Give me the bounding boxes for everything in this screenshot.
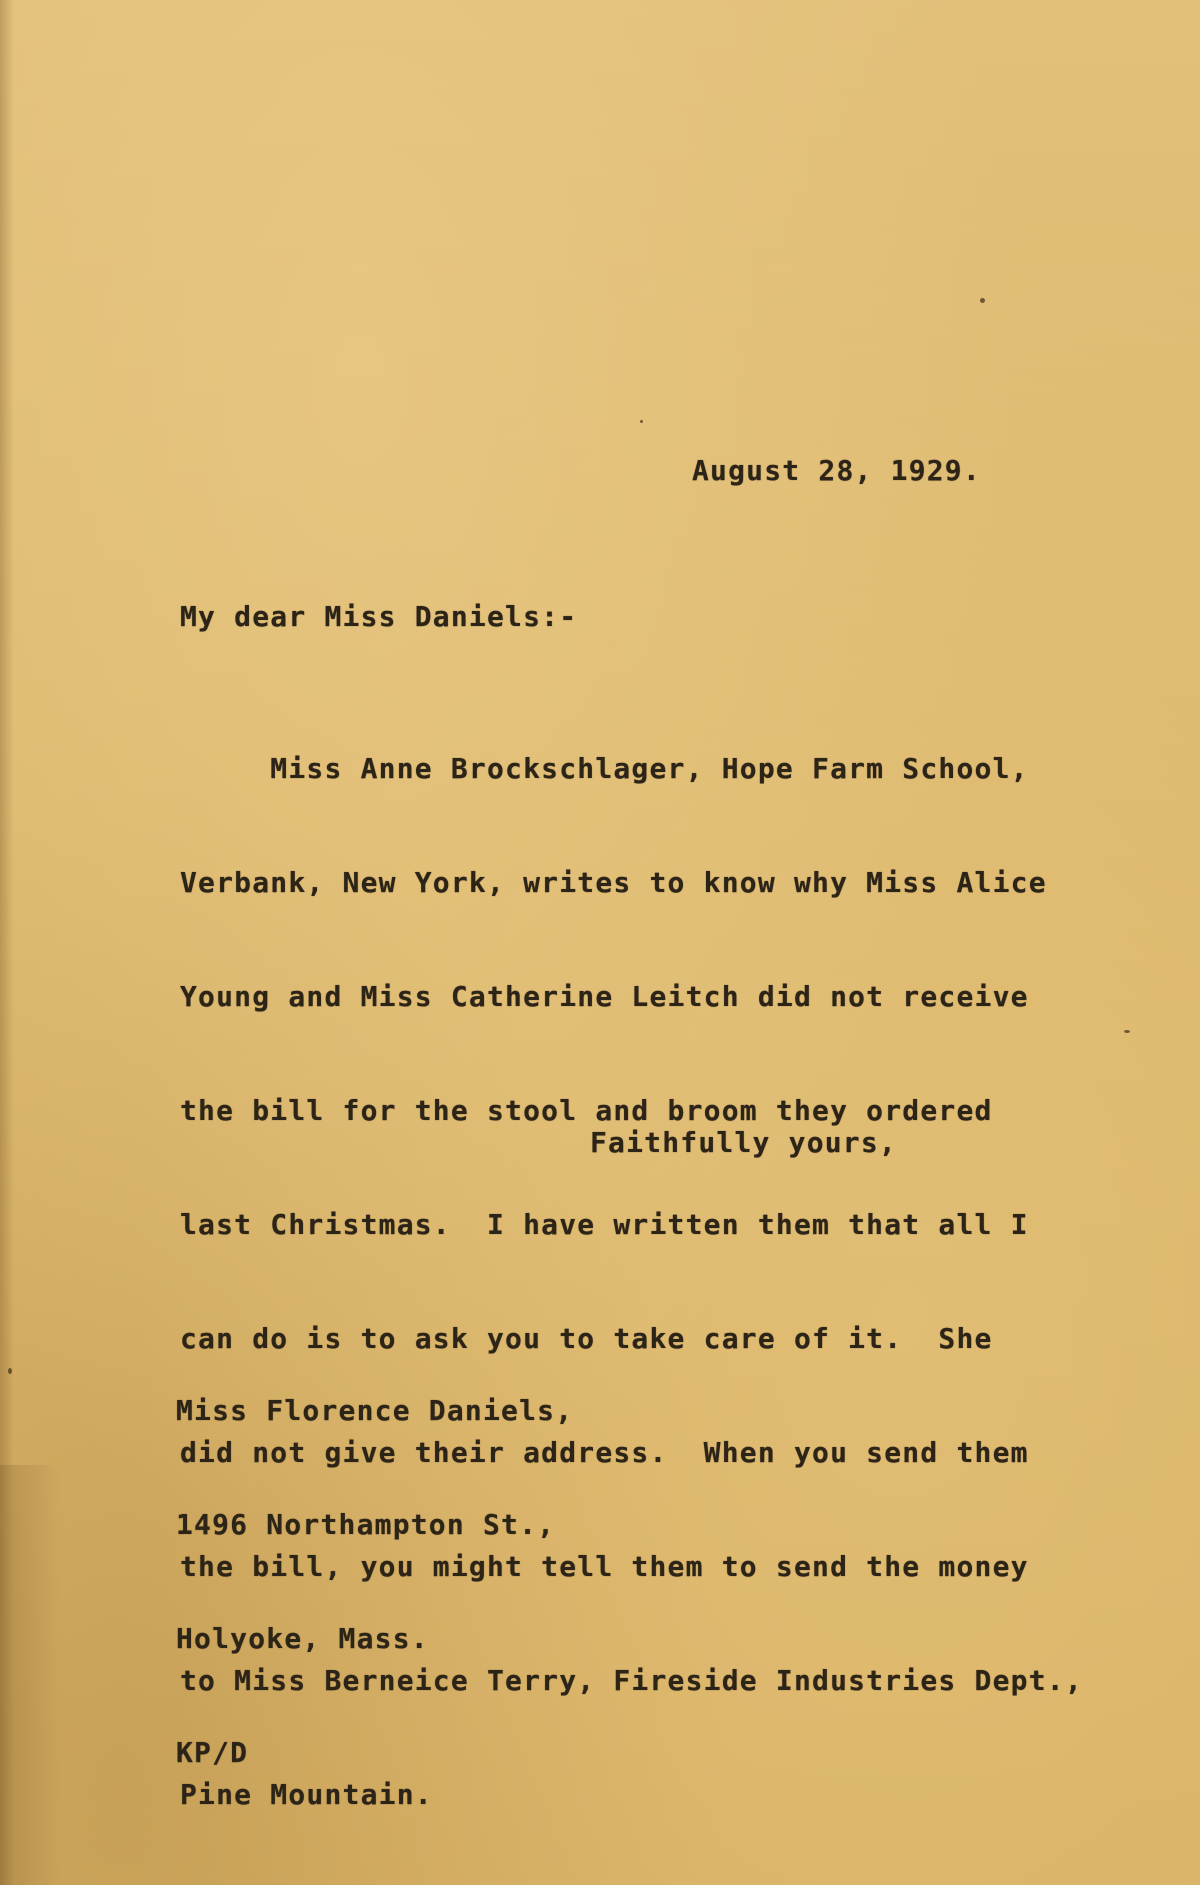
letter-date: August 28, 1929.: [692, 454, 981, 487]
body-line: the bill, you might tell them to send the money: [180, 1550, 1029, 1583]
body-line: Verbank, New York, writes to know why Miss Alice: [180, 866, 1047, 899]
recipient-address: [176, 1316, 573, 1848]
body-line: Pine Mountain.: [180, 1778, 433, 1811]
paper-speck: [640, 420, 643, 423]
address-line: Holyoke, Mass.: [176, 1622, 429, 1655]
reference-initials: KP/D: [176, 1736, 249, 1769]
body-line: Young and Miss Catherine Leitch did not receive: [180, 980, 1029, 1013]
body-line: can do is to ask you to take care of it. She: [180, 1322, 993, 1355]
address-line: Miss Florence Daniels,: [176, 1394, 574, 1427]
paper-speck: [1124, 1030, 1130, 1033]
letter-salutation: My dear Miss Daniels:-: [180, 600, 578, 633]
body-line: did not give their address. When you send them: [180, 1436, 1029, 1469]
body-line: Miss Anne Brockschlager, Hope Farm School,: [180, 752, 1029, 785]
body-line: to Miss Berneice Terry, Fireside Industries Dept.,: [180, 1664, 1083, 1697]
body-line: last Christmas. I have written them that all I: [180, 1208, 1029, 1241]
paper-corner-shadow: [0, 1465, 60, 1885]
body-line: the bill for the stool and broom they ordered: [180, 1094, 993, 1127]
letter-closing: Faithfully yours,: [590, 1126, 897, 1159]
paper-speck: [8, 1368, 12, 1374]
address-line: 1496 Northampton St.,: [176, 1508, 556, 1541]
paper-speck: [980, 298, 985, 303]
